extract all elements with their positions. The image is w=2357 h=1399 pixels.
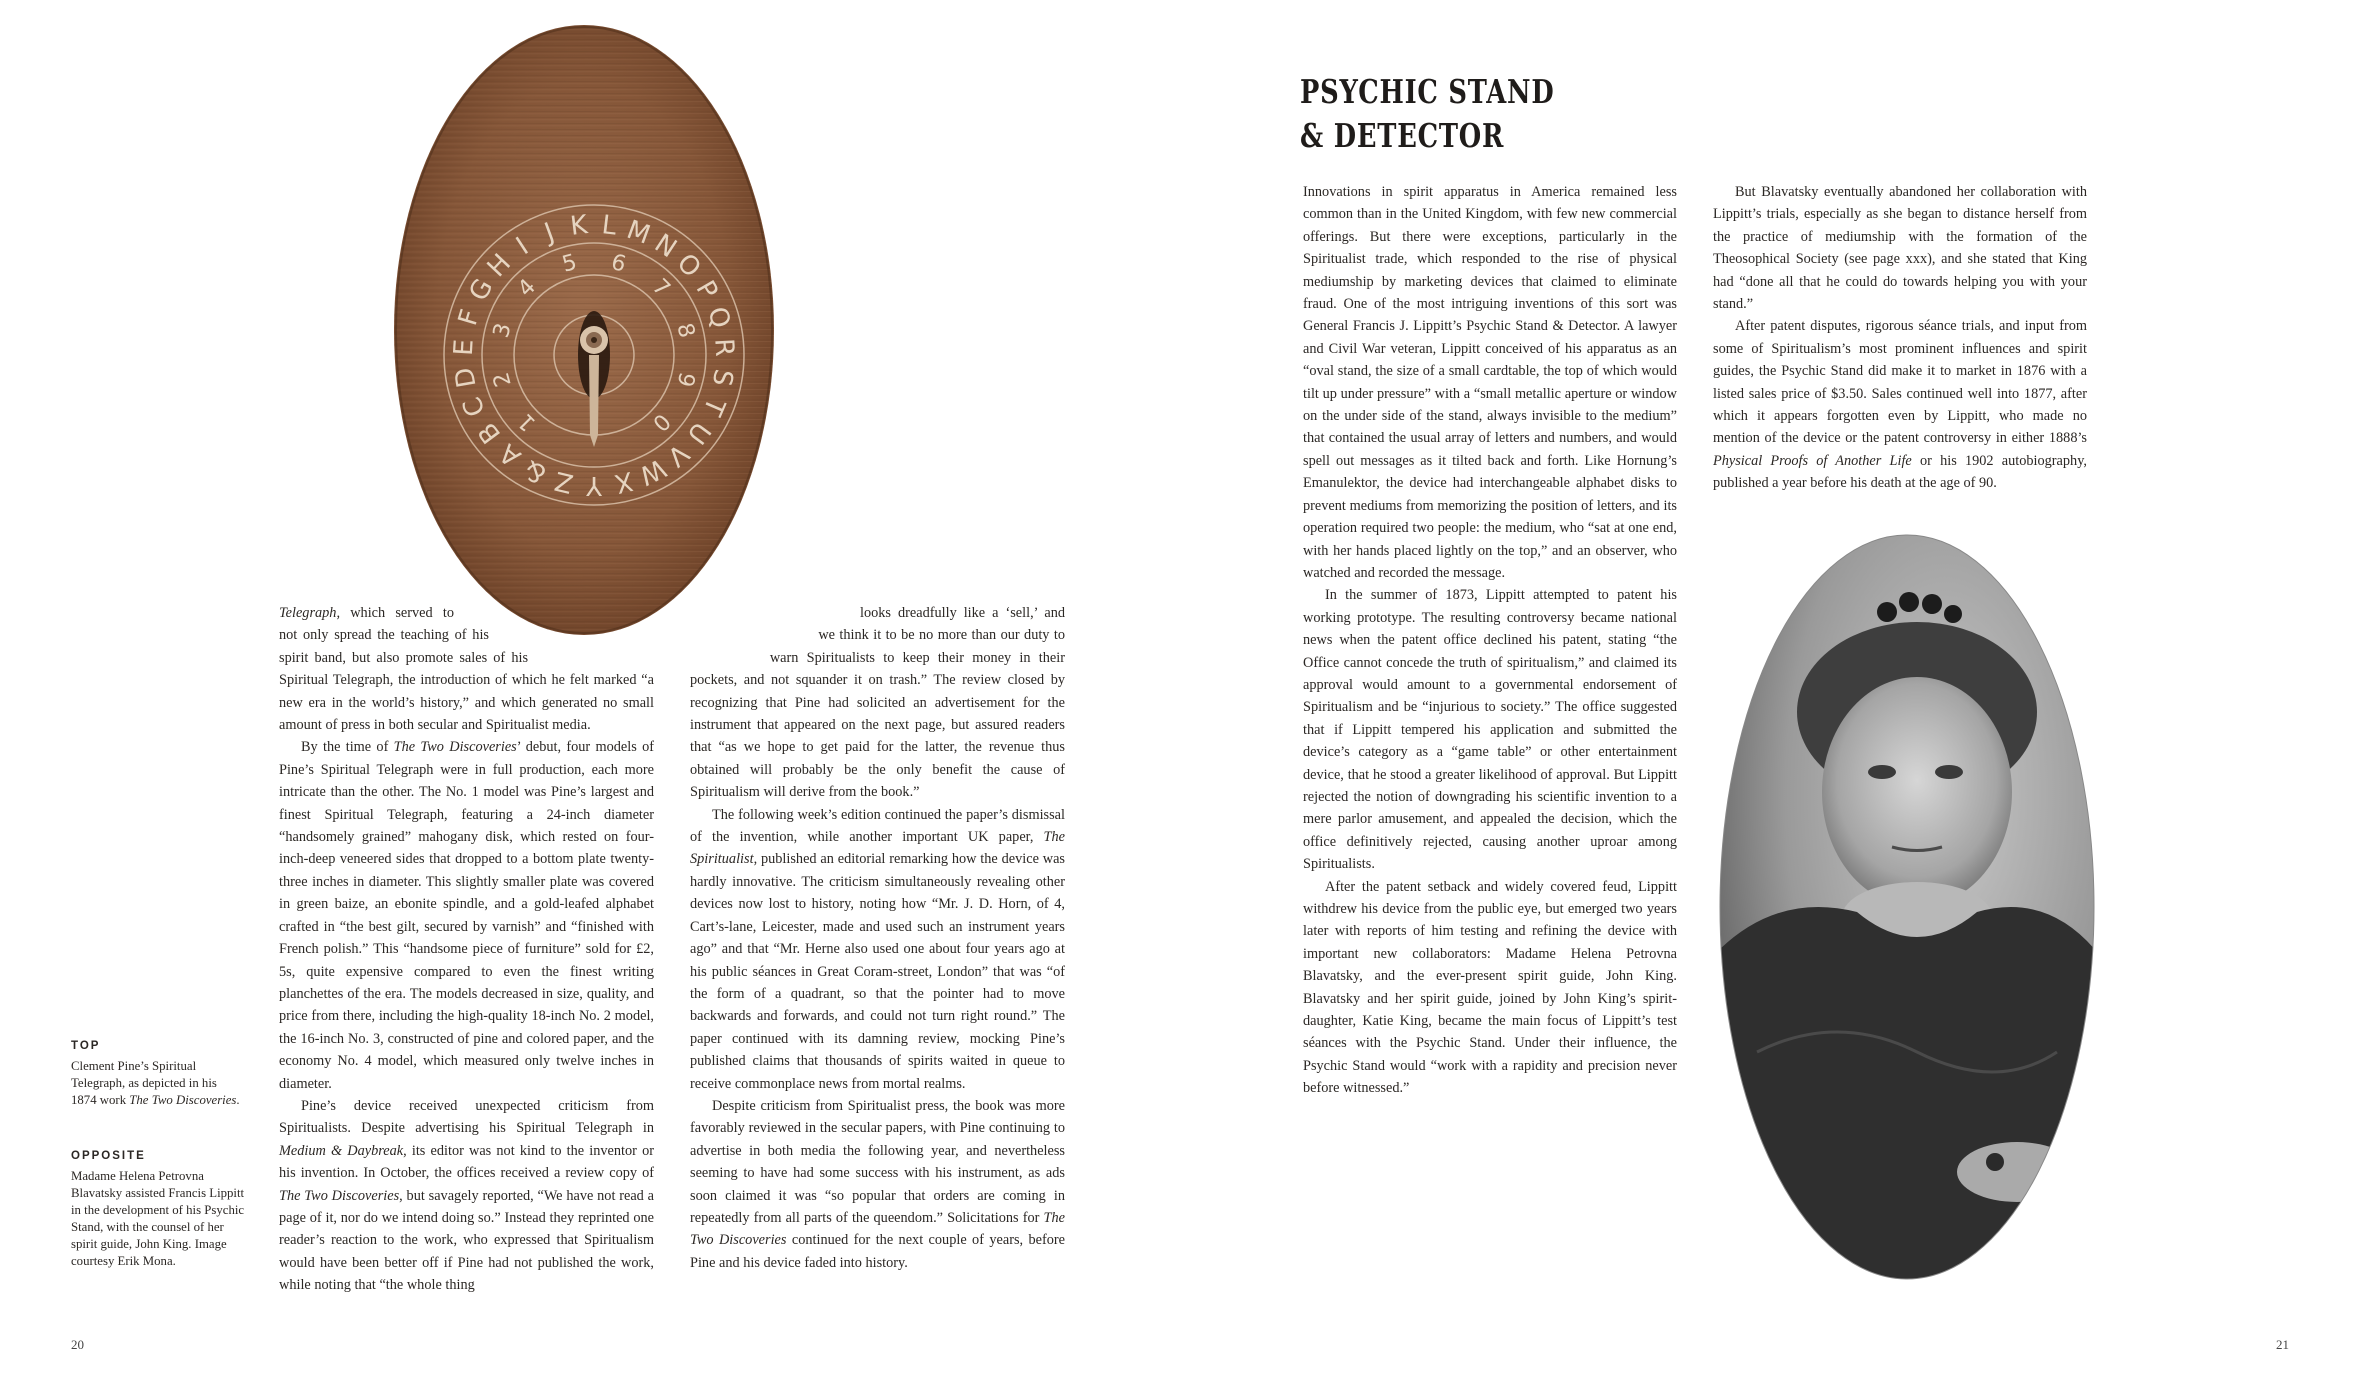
disk-letter: L xyxy=(600,210,619,242)
caption-top-text xyxy=(71,1058,241,1109)
chapter-title-line-1: PSYCHIC STAND xyxy=(1300,72,1555,111)
left-column-1 xyxy=(279,602,654,1297)
col2-p3-text-b: continued for the next couple of years, before Pine and his device faded into history. xyxy=(690,1232,1066,1271)
right-column-1 xyxy=(1303,181,1677,1100)
disk-letter: M xyxy=(622,214,655,251)
disk-number: 1 xyxy=(513,408,541,436)
col4-paragraph-2 xyxy=(1713,315,2087,494)
disk-letter: R xyxy=(708,337,740,358)
col2-p2-text-b: , published an editorial remarking how the device was hardly innovative. The criticism simultaneously revealing other devices now lost to history, noting how “Mr. J. D. Horn, of 4, Cart’s-lane, Leicester, made and used such an instrument years ago” and that “Mr. Herne also used one about four years ago at his public séances in Great Coram-street, London” that was “of the form of a quadrant, so that the pointer had to move backwards and forwards, and could not turn right round.” The paper continued with its damning review, mocking Pine’s published claims that thousands of spirits waited in queue to receive commonplace news from mortal realms. xyxy=(690,851,1065,1092)
disk-letter: Y xyxy=(586,470,602,500)
disk-number: 5 xyxy=(559,249,580,278)
col3-paragraph-2: In the summer of 1873, Lippitt attempted to patent his working prototype. The resulting controversy became national news when the patent office declined his patent, stating “the Office cannot concede the truth of spiritualism,” and claimed its approval would amount to a governmental endorsement of Spiritualism and be “injurious to society.” The office suggested that if Lippitt tempered his application and submitted the device’s category as a “game table” or other entertainment device, that he stood a greater likelihood of approval. But Lippitt rejected the notion of downgrading his scientific invention to a mere parlor amusement, and appealed the decision, which the office definitively rejected, causing another uproar among Spiritualists. xyxy=(1303,587,1677,873)
col1-p3-text-b: , its editor was not kind to the inventor or his invention. In October, the offices received a review copy of xyxy=(279,1142,654,1182)
disk-letter: T xyxy=(696,393,731,420)
col1-p1-text: which served to not only spread the teaching of his spirit band, but also promote sales of his Spiritual Telegraph, the introduction of which he felt marked “a new era in the world’s history,” and which generated no small amount of press in both secular and Spiritualist media. xyxy=(279,605,654,734)
disk-letter: & xyxy=(519,453,552,490)
disk-letter: A xyxy=(493,437,527,472)
col1-p3-italic-2: The Two Discoveries xyxy=(279,1187,400,1204)
disk-letter: F xyxy=(452,306,486,330)
col1-p2-text-a: By the time of xyxy=(301,739,394,756)
disk-number: 9 xyxy=(671,369,700,390)
disk-letter: V xyxy=(661,437,695,472)
disk-letter: S xyxy=(705,366,739,389)
page-number-left: 20 xyxy=(71,1337,84,1352)
caption-top-text-part1: Clement Pine’s Spiritual Telegraph, as depicted in his 1874 work xyxy=(71,1059,217,1107)
col4-p2-text-b: or his 1902 autobiography, published a year before his death at the age of 90. xyxy=(1713,452,2087,492)
disk-number: 8 xyxy=(671,320,700,341)
col1-p2-italic: The Two Discoveries xyxy=(393,739,517,756)
disk-letter: D xyxy=(449,365,483,390)
caption-top-label: TOP xyxy=(71,1040,101,1052)
blavatsky-portrait-image xyxy=(1717,532,2097,1282)
disk-letter: H xyxy=(481,248,518,284)
disk-letter: C xyxy=(457,392,492,421)
col2-paragraph-3 xyxy=(690,1095,1065,1274)
col1-paragraph-3 xyxy=(279,1095,654,1297)
disk-number: 0 xyxy=(647,408,675,436)
disk-letter: N xyxy=(649,228,682,265)
disk-letter: E xyxy=(448,338,480,357)
col2-p2-text-a: The following week’s edition continued the paper’s dismissal of the invention, while another important UK paper, xyxy=(690,806,1065,846)
page-number-right: 21 xyxy=(2276,1337,2289,1352)
disk-letter: P xyxy=(689,275,724,305)
chapter-title-line-2: & DETECTOR xyxy=(1300,116,1505,155)
chapter-title xyxy=(1300,70,1554,158)
col2-paragraph-2 xyxy=(690,804,1065,1095)
disk-letter: W xyxy=(634,452,671,491)
disk-letter: Q xyxy=(701,303,736,332)
disk-letter: K xyxy=(568,210,590,242)
disk-number: 6 xyxy=(608,249,629,278)
spiritual-telegraph-disk-image xyxy=(389,0,779,645)
disk-letter: U xyxy=(680,416,717,450)
disk-number: 7 xyxy=(647,274,675,302)
col4-p2-italic: Physical Proofs of Another Life xyxy=(1713,452,1912,469)
col1-p1-italic: Telegraph, xyxy=(279,605,341,621)
disk-letter: G xyxy=(463,273,500,307)
col4-p2-text-a: After patent disputes, rigorous séance trials, and input from some of Spiritualism’s most prominent influences and spirit guides, the Psychic Stand did make it to market in 1876 with a listed sales price of $3.50. Sales continued well into 1877, after which it appears forgotten even by Lippitt, who made no mention of the device or the patent controversy in either 1888’s xyxy=(1713,318,2087,447)
col2-p3-text-a: Despite criticism from Spiritualist press, the book was more favorably reviewed in the secular papers, with Pine continuing to advertise in both media the following year, and nevertheless seeming to have had some success with his instrument, as ads soon claimed it was “so popular that orders are coming in repeatedly from all parts of the queendom.” Solicitations for xyxy=(690,1097,1065,1226)
caption-opposite-text: Madame Helena Petrovna Blavatsky assisted Francis Lippitt in the development of his Psychic Stand, with the counsel of her spirit guide, John King. Image courtesy Erik Mona. xyxy=(71,1169,245,1268)
caption-opposite-label: OPPOSITE xyxy=(71,1150,146,1162)
disk-number: 3 xyxy=(488,320,517,341)
col2-p2-italic: The Spiritualist xyxy=(690,829,1065,868)
caption-top-text-part2: . xyxy=(236,1093,240,1107)
col2-p1-text: looks dreadfully like a ‘sell,’ and we think it to be no more than our duty to warn Spiritualists to keep their money in their pockets, and not squander it on trash.” The review closed by recognizing that Pine had solicited an advertisement for the instrument that appeared on the next page, but assured readers that “as we hope to get paid for the latter, the revenue thus obtained will probably be the only benefit the cause of Spiritualism will derive from the book.” xyxy=(690,605,1065,801)
disk-letter: J xyxy=(540,217,559,249)
right-column-2 xyxy=(1713,181,2087,495)
disk-letter: X xyxy=(611,464,637,499)
disk-letter: Z xyxy=(551,464,577,499)
disk-number: 4 xyxy=(513,274,541,302)
col1-paragraph-2 xyxy=(279,736,654,1095)
col1-p3-italic-1: Medium & Daybreak xyxy=(279,1142,404,1159)
caption-top-text-italic: The Two Discoveries xyxy=(129,1093,237,1107)
col3-paragraph-3: After the patent setback and widely covered feud, Lippitt withdrew his device from the public eye, but emerged two years later with reports of him testing and refining the device with important new collaborators: Madame Helena Petrovna Blavatsky, and the ever-present spirit guide, John King. Blavatsky and her spirit guide, joined by John King’s spirit-daughter, Katie King, became the main focus of Lippitt’s test séances with the Psychic Stand. Under their influence, the Psychic Stand would “work with a rapidity and precision never before witnessed.” xyxy=(1303,878,1677,1097)
disk-letter: B xyxy=(472,416,508,449)
disk-letter: I xyxy=(511,231,534,262)
disk-letter: O xyxy=(670,248,707,284)
col4-paragraph-1: But Blavatsky eventually abandoned her collaboration with Lippitt’s trials, especially as she began to distance herself from the practice of mediumship with the formation of the Theosophical Society (see page xxx), and she stated that King had “done all that he could do towards helping you with your stand.” xyxy=(1713,184,2087,313)
left-column-2 xyxy=(690,602,1065,1274)
col3-paragraph-1: Innovations in spirit apparatus in America remained less common than in the United Kingdom, with few new commercial offerings. But there were exceptions, particularly in the Spiritualist trade, which responded to the rise of physical mediumship by marketing devices that claimed to eliminate fraud. One of the most intriguing inventions of this sort was General Francis J. Lippitt’s Psychic Stand & Detector. A lawyer and Civil War veteran, Lippitt conceived of his apparatus as an “oval stand, the size of a small cardtable, the top of which would tilt up under pressure” with a “small metallic aperture or window on the under side of the stand, always invisible to the medium” that contained the usual array of letters and numbers, and would spell out messages as it tilted back and forth. Like Hornung’s Emanulektor, the device had interchangeable alphabet disks to prevent mediums from memorizing the position of letters, and its operation required two people: the medium, who “sat at one end, with her hands placed lightly on the top,” and an observer, who watched and recorded the message. xyxy=(1303,184,1677,581)
col1-p3-text-a: Pine’s device received unexpected criticism from Spiritualists. Despite advertising his Spiritual Telegraph in xyxy=(279,1097,654,1137)
col2-p3-italic: The Two Discoveries xyxy=(690,1209,1065,1249)
disk-number: 2 xyxy=(488,369,517,390)
col1-p2-text-b: ’ debut, four models of Pine’s Spiritual Telegraph were in full production, each more intricate than the other. The No. 1 model was Pine’s largest and finest Spiritual Telegraph, featuring a 24-inch diameter “handsomely grained” mahogany disk, which rested on four-inch-deep veneered sides that dropped to a bottom plate twenty-three inches in diameter. This slightly smaller plate was covered in green baize, an ebonite spindle, and a gold-leafed alphabet crafted in “the best gilt, secured by varnish” and “finished with French polish.” This “handsome piece of furniture” sold for £2, 5s, quite expensive compared to even the finest writing planchettes of the era. The models decreased in size, quality, and price from there, including the high-quality 18-inch No. 2 model, the 16-inch No. 3, constructed of pine and colored paper, and the economy No. 4 model, which measured only twelve inches in diameter. xyxy=(279,739,654,1092)
col1-p3-text-c: , but savagely reported, “We have not read a page of it, nor do we intend doing so.” Instead they reprinted one reader’s reaction to the work, who expressed that Spiritualism would have been better off if Pine had not published the work, while noting that “the whole thing xyxy=(279,1187,654,1294)
